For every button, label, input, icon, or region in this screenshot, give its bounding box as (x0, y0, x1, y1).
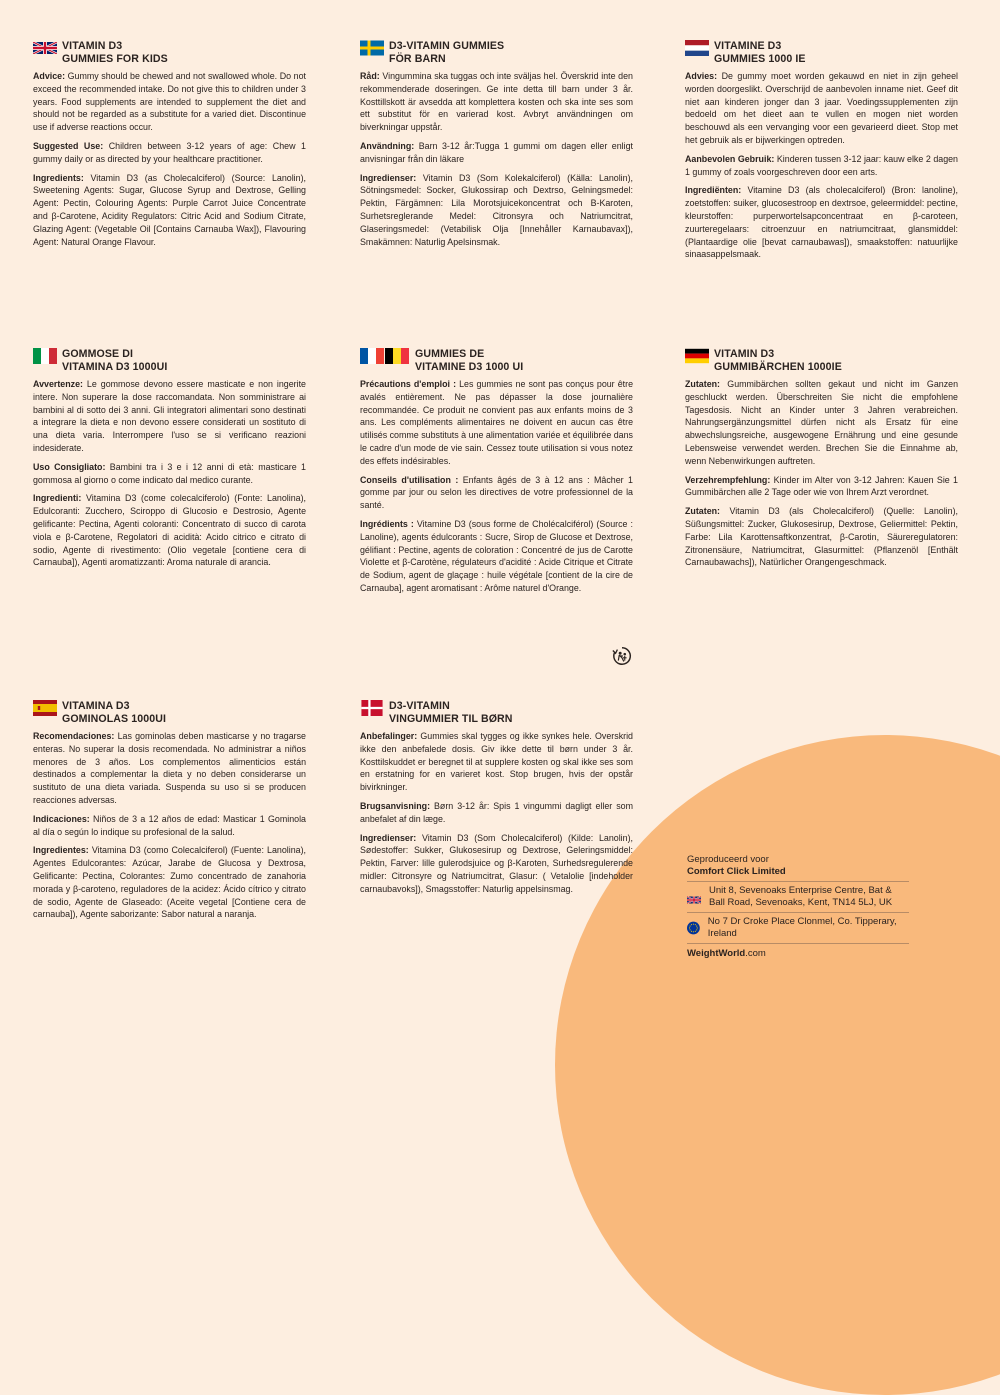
usage-paragraph: Uso Consigliato: Bambini tra i 3 e i 12 anni di età: masticare 1 gommosa al giorno o come indicato dal medico curante. (33, 461, 306, 485)
section-english (33, 40, 306, 254)
ingredients-paragraph: Ingredienti: Vitamina D3 (come colecalciferolo) (Fonte: Lanolina), Edulcoranti: Zucchero, Sciroppo di Glucosio e Destrosio, Agente gelificante: Pectina, Agenti coloranti: Concentrato di succo di carota viola e β-Carotene, Regolatori di acidità: Acido citrico e citrato di sodio, Agente di rivestimento: (Olio vegetale [contiene cera di Carnauba]), Agenti aromatizzanti: Aroma naturale di arancia. (33, 493, 306, 568)
section-german (685, 348, 958, 575)
website-link[interactable]: WeightWorld.com (687, 943, 909, 960)
usage-paragraph: Aanbevolen Gebruik: Kinderen tussen 3-12 jaar: kauw elke 2 dagen 1 gummy of zoals voorgeschreven door een arts. (685, 153, 958, 177)
sweden-flag-icon (360, 40, 384, 56)
section-title: VITAMIN D3 GUMMIBÄRCHEN 1000IE (714, 348, 842, 373)
section-title: D3-VITAMIN VINGUMMIER TIL BØRN (389, 700, 513, 725)
ingredients-paragraph: Ingredienser: Vitamin D3 (Som Kolekalciferol) (Källa: Lanolin), Sötningsmedel: Socker, Glukossirap och Dextrso, Gelningsmedel: Pektin, Färgämnen: Lila Morotsjuicekoncentrat och B-Karoten, Surhetsreglerande Medel: Citronsyra och Natriumcitrat, Glaseringsmedel: (Vetabilisk Olja [Innehåller Karnaubavax]), Smakämnen: Naturlig Apelsinsmak. (360, 172, 633, 247)
triman-recycle-icon (611, 645, 633, 667)
section-french (360, 348, 633, 601)
advice-paragraph: Advice: Gummy should be chewed and not swallowed whole. Do not exceed the recommended intake. Do not give this to children under 3 years. Food supplements are intended to supplement the diet and should not be regarded as a substitute for a varied diet. Discontinue use if adverse reactions occur. (33, 71, 306, 133)
section-danish (360, 700, 633, 902)
advice-paragraph: Advies: De gummy moet worden gekauwd en niet in zijn geheel worden doorgeslikt. Overschrijd de aanbevolen inname niet. Geef dit niet aan kinderen jonger dan 3 jaar. Voedingssupplementen zijn bedoeld om het dieet aan te vullen en mogen niet worden beschouwd als een vervanging voor een gevarieerd dieet. Stop met het gebruik als er bijwerkingen optreden. (685, 71, 958, 145)
advice-paragraph: Recomendaciones: Las gominolas deben masticarse y no tragarse enteras. No superar la dosis recomendada. No administrar a niños menores de 3 años. Los complementos alimenticios están destinados a complementar la dieta y no deben considerarse un sustituto de una dieta variada. Suspenda su uso si se producen reacciones adversas. (33, 731, 306, 805)
eu-address: No 7 Dr Croke Place Clonmel, Co. Tipperary, Ireland (707, 916, 897, 939)
section-title: VITAMINA D3 GOMINOLAS 1000UI (62, 700, 167, 725)
section-title: VITAMINE D3 GUMMIES 1000 IE (714, 40, 806, 65)
advice-paragraph: Anbefalinger: Gummies skal tygges og ikke synkes hele. Overskrid ikke den anbefalede dosis. Giv ikke dette til børn under 3 år. Kosttilskuddet er beregnet til at supplere kosten og skal ikke ses som en erstatning for en varieret kost. Stop brugen, hvis der opstår bivirkninger. (360, 731, 633, 793)
usage-paragraph: Användning: Barn 3-12 år:Tugga 1 gummi om dagen eller enligt anvisningar från din läkare (360, 140, 633, 164)
advice-paragraph: Råd: Vingummina ska tuggas och inte sväljas hel. Överskrid inte den rekommenderade doseringen. Ge inte detta till barn under 3 år. Kosttillskott är avsedda att komplettera kosten och ska inte ses som ett substitut för en varierad kost. Avbryt användningen om biverkningar uppstår. (360, 71, 633, 133)
ingredients-paragraph: Zutaten: Vitamin D3 (als Cholecalciferol) (Quelle: Lanolin), Süßungsmittel: Zucker, Glukosesirup, Dextrose, Geliermittel: Pektin, Farbe: Lila Karottensaftkonzentrat, β-Carotin, Säureregulatoren: Zitronensäure, Natriumcitrat, Glasurmittel: (Pflanzenöl [Enthält Carnaubawachs]), Natürlicher Orangengeschmack. (685, 506, 958, 568)
italy-flag-icon (33, 348, 57, 364)
ingredients-paragraph: Ingredients: Vitamin D3 (as Cholecalciferol) (Source: Lanolin), Sweetening Agents: Sugar, Glucose Syrup and Dextrose, Gelling Agent: Pectin, Colouring Agents: Purple Carrot Juice Concentrate and β-Carotene, Acidity Regulators: Citric Acid and Sodium Citrate, Glazing Agent: (Vegetable Oil [Contains Carnauba Wax]), Flavouring Agent: Natural Orange Flavour. (33, 172, 306, 247)
ingredients-paragraph: Ingrediënten: Vitamine D3 (als cholecalciferol) (Bron: lanoline), zoetstoffen: suiker, glucosestroop en dextrsoe, geleermiddel: pectine, kleurstoffen: purperwortelsapconcentraat en β-caroteen, zuurteregelaars: citroenzuur en natriumcitraat, glansmiddel: (Plantaardige olie [bevat carnaubawas]), smaakstoffen: natuurlijke sinaasappelsmaak. (685, 185, 958, 260)
section-dutch (685, 40, 958, 267)
usage-paragraph: Brugsanvisning: Børn 3-12 år: Spis 1 vingummi dagligt eller som anbefalet af din læge. (360, 800, 633, 824)
producer-info (687, 854, 909, 960)
advice-paragraph: Zutaten: Gummibärchen sollten gekaut und nicht im Ganzen geschluckt werden. Überschreiten Sie nicht die empfohlene Tagesdosis. Nicht an Kinder unter 3 Jahren verabreichen. Nahrungsergänzungsmittel dürfen nicht als Ersatz für eine abwechslungsreiche, ausgewogene Ernährung und eine gesunde Lebensweise verwendet werden. Brechen Sie die Einnahme ab, wenn Nebenwirkungen auftreten. (685, 379, 958, 466)
usage-paragraph: Conseils d'utilisation : Enfants âgés de 3 à 12 ans : Mâcher 1 gomme par jour ou selon les directives de votre professionnel de la santé. (360, 474, 633, 511)
section-italian (33, 348, 306, 575)
ingredients-paragraph: Ingredientes: Vitamina D3 (como Colecalciferol) (Fuente: Lanolina), Agentes Edulcorantes: Azúcar, Jarabe de Glucosa y Dextrosa, Gelificante: Pectina, Colorantes: Zumo concentrado de zanahoria morada y β-caroteno, reguladores de la acidez: Ácido cítrico y citrato de sodio, Agente de Glaseado: (Aceite vegetal [Contiene cera de carnauba]), Agente saborizante: Sabor natural a naranja. (33, 845, 306, 920)
producer-company: Comfort Click Limited (687, 866, 786, 877)
advice-paragraph: Précautions d'emploi : Les gummies ne sont pas conçus pour être avalés entièrement. Ne pas dépasser la dose journalière recommandée. Ce produit ne convient pas aux enfants moins de 3 ans. Les compléments alimentaires ne doivent en aucun cas être utilisés comme substituts à une alimentation variée et équilibrée dans le cadre d'un mode de vie sain. Cessez toute utilisation si vous notez des effets indésirables. (360, 379, 634, 466)
ingredients-paragraph: Ingrédients : Vitamine D3 (sous forme de Cholécalciférol) (Source : Lanoline), agents édulcorants : Sucre, Sirop de Glucose et Dextrose, gélifiant : Pectine, agents de coloration : Concentré de jus de Carotte Violette et β-Carotène, régulateurs d'acidité : Acide Citrique et Citrate de Sodium, agent de glaçage : huile végétale [contient de la cire de Carnauba], agent aromatisant : Arôme naturel d'Orange. (360, 518, 633, 593)
uk-address-row (687, 881, 909, 912)
producer-label: Geproduceerd voor (687, 854, 769, 865)
section-title: VITAMIN D3 GUMMIES FOR KIDS (62, 40, 168, 65)
section-swedish (360, 40, 633, 254)
netherlands-flag-icon (685, 40, 709, 56)
spain-flag-icon (33, 700, 57, 716)
uk-flag-icon (687, 895, 701, 905)
uk-flag-icon (33, 40, 57, 56)
france-flag-icon (360, 348, 384, 364)
usage-paragraph: Verzehrempfehlung: Kinder im Alter von 3-12 Jahren: Kauen Sie 1 Gummibärchen alle 2 Tage oder wie von Ihrem Arzt verordnet. (685, 474, 958, 498)
eu-flag-icon (687, 921, 700, 935)
section-spanish (33, 700, 306, 927)
belgium-flag-icon (385, 348, 409, 364)
section-title: GUMMIES DE VITAMINE D3 1000 UI (415, 348, 524, 373)
uk-address: Unit 8, Sevenoaks Enterprise Centre, Bat & Ball Road, Sevenoaks, Kent, TN14 5LJ, UK (709, 885, 893, 908)
section-title: GOMMOSE DI VITAMINA D3 1000UI (62, 348, 168, 373)
advice-paragraph: Avvertenze: Le gommose devono essere masticate e non ingerite intere. Non superare la dose raccomandata. Non somministrare ai bambini al di sotto dei 3 anni. Gli integratori alimentari sono destinati a integrare la dieta e non devono essere considerati un sostituto di una dieta varia. Interrompere l'uso se si verificano reazioni indesiderate. (33, 379, 306, 453)
usage-paragraph: Suggested Use: Children between 3-12 years of age: Chew 1 gummy daily or as directed by your healthcare practitioner. (33, 140, 306, 164)
denmark-flag-icon (360, 700, 384, 716)
usage-paragraph: Indicaciones: Niños de 3 a 12 años de edad: Masticar 1 Gominola al día o según lo indique su profesional de la salud. (33, 813, 306, 837)
ingredients-paragraph: Ingredienser: Vitamin D3 (Som Cholecalciferol) (Kilde: Lanolin), Sødestoffer: Sukker, Glukosesirup og Dextrose, Geleringsmiddel: Pektin, Farver: lille gulerodsjuice og β-Karoten, Surhedsregulerende midler: Citronsyre og Natriumcitrat, Glasur: ( Vetalolie [indeholder carnaubavoks]), Smagsstoffer: Naturlig appelsinsmag. (360, 832, 633, 894)
germany-flag-icon (685, 348, 709, 364)
section-title: D3-VITAMIN GUMMIES FÖR BARN (389, 40, 505, 65)
eu-address-row (687, 912, 909, 943)
